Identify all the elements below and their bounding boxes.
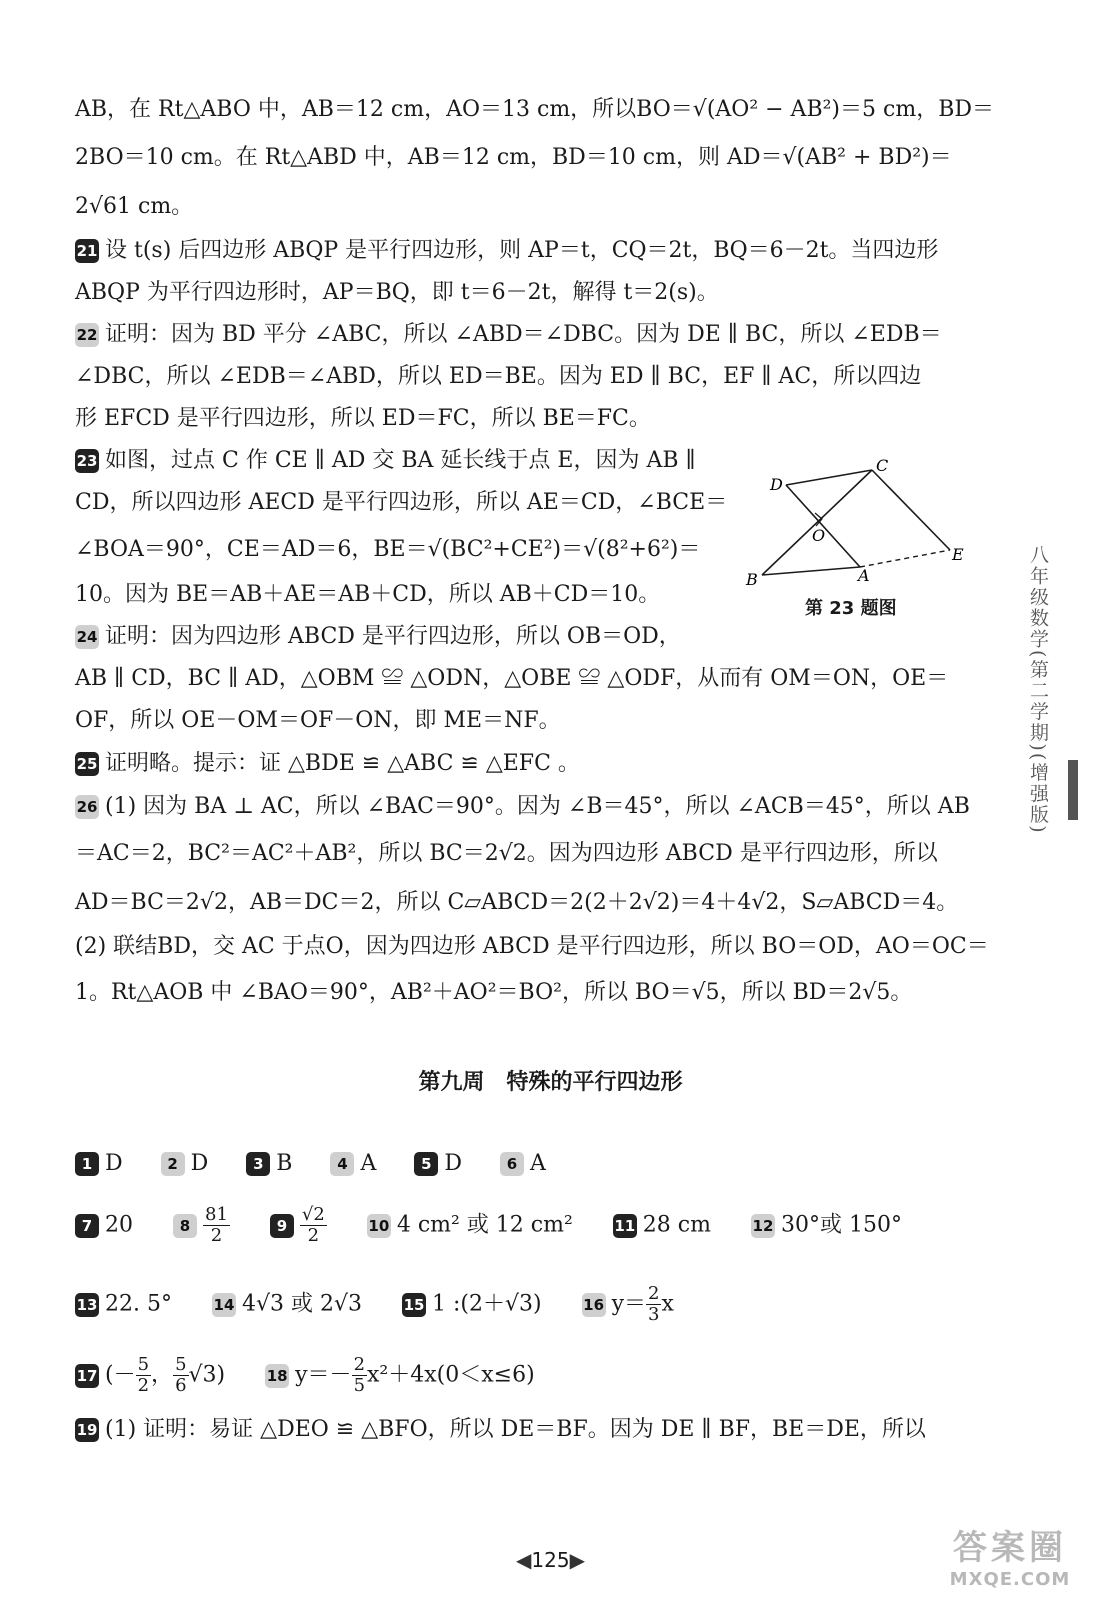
text-line: 2BO＝10 cm。在 Rt△ABD 中，AB＝12 cm，BD＝10 cm，则 AD＝√(AB² + BD²)＝	[75, 145, 952, 170]
segment-AE-dashed	[860, 550, 950, 567]
question-number-badge: 22	[75, 323, 99, 347]
watermark-url: MXQE.COM	[949, 1569, 1071, 1590]
text-line: 10。因为 BE＝AB＋AE＝AB＋CD，所以 AB＋CD＝10。	[75, 582, 661, 607]
figure-caption: 第 23 题图	[805, 598, 897, 619]
fraction: $\frac{81}{2}$	[205, 1204, 228, 1246]
answer-row-3	[75, 1284, 674, 1325]
question-21	[75, 236, 938, 266]
answer-number-badge: 1	[75, 1152, 99, 1176]
fraction: $\frac{√2}{2}$	[301, 1204, 325, 1246]
question-24	[75, 622, 681, 652]
answer-number-badge: 3	[246, 1152, 270, 1176]
answer-value: (1) 证明：易证 △DEO ≌ △BFO，所以 DE＝BF。因为 DE ∥ BF，BE＝DE，所以	[105, 1417, 926, 1442]
question-text: 证明：因为四边形 ABCD 是平行四边形，所以 OB＝OD，	[105, 624, 681, 649]
answer-row-1	[75, 1149, 546, 1179]
answer-number-badge: 13	[75, 1293, 99, 1317]
answer-value: D	[190, 1151, 209, 1176]
answer-number-badge: 18	[265, 1364, 289, 1388]
answer-value: 4 cm² 或 12 cm²	[396, 1212, 573, 1238]
answer-value: 28 cm	[642, 1212, 711, 1238]
watermark-text: 答案圈	[953, 1528, 1067, 1568]
answer-number-badge: 5	[414, 1152, 438, 1176]
answer-number-badge: 10	[367, 1214, 391, 1238]
answer-number-badge: 15	[402, 1293, 426, 1317]
question-25	[75, 749, 580, 779]
answer-number-badge: 12	[751, 1214, 775, 1238]
text-line: ＝AC＝2，BC²＝AC²＋AB²，所以 BC＝2√2。因为四边形 ABCD 是平行四边形，所以	[75, 841, 938, 866]
question-text: 如图，过点 C 作 CE ∥ AD 交 BA 延长线于点 E，因为 AB ∥	[105, 448, 696, 473]
text-line: AB，在 Rt△ABO 中，AB＝12 cm，AO＝13 cm，所以BO＝√(AO² − AB²)＝5 cm，BD＝	[75, 97, 994, 122]
label-O: O	[812, 526, 826, 545]
answer-number-badge: 8	[173, 1214, 197, 1238]
text-line: CD，所以四边形 AECD 是平行四边形，所以 AE＝CD，∠BCE＝	[75, 490, 728, 515]
answer-value: x	[661, 1291, 674, 1317]
question-23	[75, 446, 696, 476]
answer-value: √3)	[188, 1362, 226, 1388]
figure-23-diagram	[738, 455, 968, 590]
label-B: B	[746, 570, 758, 589]
answer-row-5	[75, 1415, 926, 1445]
answer-number-badge: 4	[330, 1152, 354, 1176]
answer-number-badge: 16	[582, 1293, 606, 1317]
question-number-badge: 24	[75, 625, 99, 649]
right-arrow-icon: ▶	[569, 1548, 585, 1572]
page-number-value: 125	[531, 1548, 570, 1572]
answer-value: A	[529, 1151, 546, 1176]
question-text: 证明略。提示：证 △BDE ≌ △ABC ≌ △EFC 。	[105, 751, 580, 776]
side-book-title: 八年级数学(第二学期)(增强版)	[1027, 545, 1049, 835]
question-number-badge: 23	[75, 449, 99, 473]
segment-CE	[872, 470, 950, 550]
watermark-logo	[930, 1520, 1090, 1590]
text-line: ∠DBC，所以 ∠EDB＝∠ABD，所以 ED＝BE。因为 ED ∥ BC，EF ∥ AC，所以四边	[75, 364, 922, 389]
answer-value: y＝－	[295, 1362, 352, 1388]
label-C: C	[876, 456, 889, 475]
answer-value: (－	[105, 1362, 136, 1388]
answer-value: 22. 5°	[105, 1291, 172, 1317]
fraction: $\frac{5}{2}$	[137, 1354, 150, 1396]
left-arrow-icon: ◀	[516, 1548, 532, 1572]
answer-value: ，	[151, 1362, 174, 1388]
question-26	[75, 792, 970, 822]
answer-number-badge: 6	[500, 1152, 524, 1176]
answer-value: A	[360, 1151, 377, 1176]
answer-number-badge: 2	[161, 1152, 185, 1176]
question-text: (1) 因为 BA ⊥ AC，所以 ∠BAC＝90°。因为 ∠B＝45°，所以 ∠ACB＝45°，所以 AB	[105, 794, 970, 819]
segment-BA	[762, 567, 860, 575]
question-number-badge: 26	[75, 795, 99, 819]
text-line: 2√61 cm。	[75, 194, 194, 219]
answer-value: y＝	[611, 1291, 647, 1317]
question-number-badge: 25	[75, 752, 99, 776]
text-line: OF，所以 OE－OM＝OF－ON，即 ME＝NF。	[75, 708, 561, 733]
answer-number-badge: 11	[613, 1214, 637, 1238]
text-line: (2) 联结BD，交 AC 于点O，因为四边形 ABCD 是平行四边形，所以 BO＝OD，AO＝OC＝	[75, 934, 989, 959]
answer-value: 20	[105, 1212, 133, 1238]
fraction: $\frac{2}{3}$	[648, 1283, 660, 1325]
question-text: 设 t(s) 后四边形 ABQP 是平行四边形，则 AP＝t，CQ＝2t，BQ＝6－2t。当四边形	[105, 238, 939, 263]
answer-value: B	[276, 1151, 293, 1176]
fraction: $\frac{5}{6}$	[175, 1354, 187, 1396]
fraction: $\frac{2}{5}$	[353, 1354, 366, 1396]
answer-value: 30°或 150°	[780, 1212, 902, 1238]
text-line: ABQP 为平行四边形时，AP＝BQ，即 t＝6－2t，解得 t＝2(s)。	[75, 280, 719, 305]
text-line: 1。Rt△AOB 中 ∠BAO＝90°，AB²＋AO²＝BO²，所以 BO＝√5，所以 BD＝2√5。	[75, 980, 913, 1005]
text-line: AD＝BC＝2√2，AB＝DC＝2，所以 C▱ABCD＝2(2＋2√2)＝4＋4√2，S▱ABCD＝4。	[75, 890, 959, 915]
answer-number-badge: 19	[75, 1418, 99, 1442]
answer-row-4	[75, 1355, 535, 1396]
text-line: 形 EFCD 是平行四边形，所以 ED＝FC，所以 BE＝FC。	[75, 406, 651, 431]
text-line: AB ∥ CD，BC ∥ AD，△OBM ≌ △ODN，△OBE ≌ △ODF，从而有 OM＝ON，OE＝	[75, 666, 949, 691]
answer-number-badge: 9	[270, 1214, 294, 1238]
answer-value: D	[105, 1151, 123, 1176]
answer-row-2	[75, 1205, 902, 1246]
answer-value: 1 :(2＋√3)	[432, 1291, 542, 1317]
answer-value: D	[444, 1151, 462, 1176]
question-text: 证明：因为 BD 平分 ∠ABC，所以 ∠ABD＝∠DBC。因为 DE ∥ BC，所以 ∠EDB＝	[105, 322, 942, 347]
label-E: E	[952, 545, 964, 564]
label-A: A	[858, 566, 870, 585]
question-number-badge: 21	[75, 239, 99, 263]
side-marker-bar	[1068, 760, 1078, 820]
question-22	[75, 320, 942, 350]
answer-number-badge: 17	[75, 1364, 99, 1388]
text-line: ∠BOA＝90°，CE＝AD＝6，BE＝√(BC²+CE²)＝√(8²+6²)＝	[75, 537, 701, 562]
answer-number-badge: 14	[212, 1293, 236, 1317]
answer-number-badge: 7	[75, 1214, 99, 1238]
answer-value: x²＋4x(0＜x≤6)	[367, 1362, 535, 1388]
label-D: D	[770, 475, 783, 494]
answer-value: 4√3 或 2√3	[241, 1291, 362, 1317]
section-title: 第九周 特殊的平行四边形	[418, 1070, 683, 1095]
